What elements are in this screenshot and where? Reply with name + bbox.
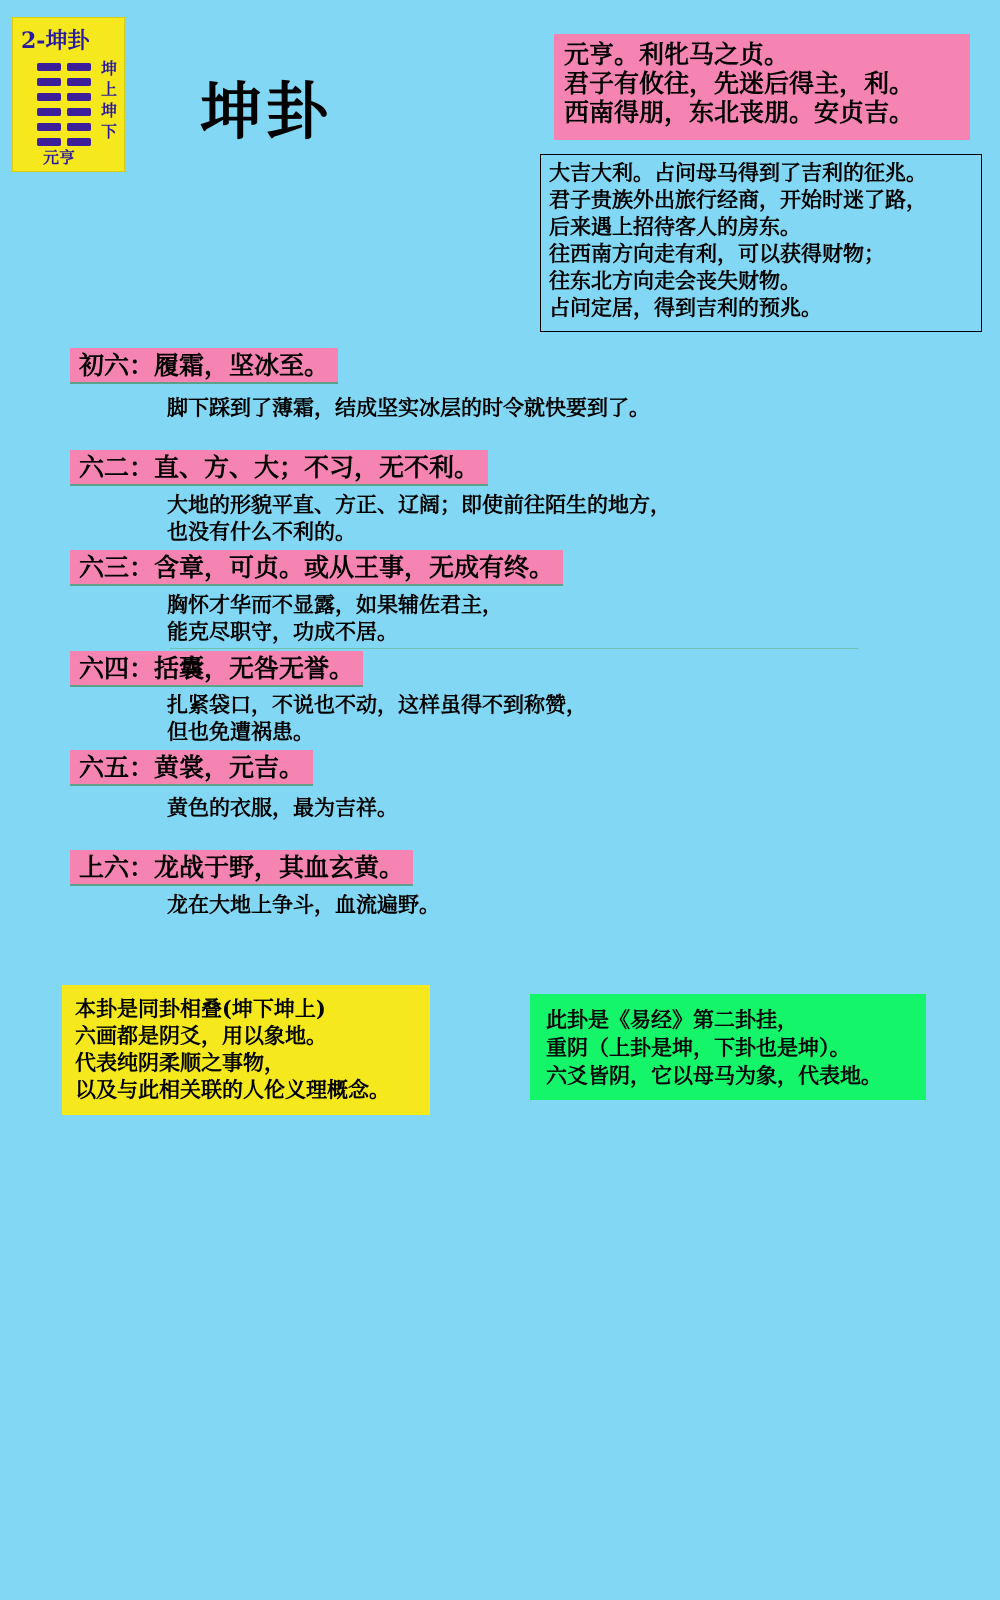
explanation-line: 占问定居，得到吉利的预兆。 (549, 295, 822, 320)
yao-text-line: 黄色的衣服，最为吉祥。 (167, 795, 398, 820)
yao-text-line: 龙在大地上争斗，血流遍野。 (167, 892, 440, 917)
yao-head-4: 六四：括囊，无咎无誉。 (70, 651, 363, 687)
yao-text-line: 能克尽职守，功成不居。 (167, 619, 398, 644)
yin-line-icon (37, 93, 91, 101)
yao-text-line: 但也免遭祸患。 (167, 719, 314, 744)
explanation-line: 往西南方向走有利，可以获得财物； (549, 241, 885, 266)
note-line: 以及与此相关联的人伦义理概念。 (75, 1077, 390, 1102)
yao-text-6 (167, 891, 440, 918)
yao-text-3 (167, 591, 503, 645)
yao-text-1 (167, 394, 650, 421)
explanation-line: 后来遇上招待客人的房东。 (549, 214, 801, 239)
yao-head-1: 初六：履霜，坚冰至。 (70, 348, 338, 384)
explanation-line: 大吉大利。占问母马得到了吉利的征兆。 (549, 160, 927, 185)
yao-text-2 (167, 491, 671, 545)
yao-text-line: 胸怀才华而不显露，如果辅佐君主， (167, 592, 503, 617)
yao-text-line: 也没有什么不利的。 (167, 519, 356, 544)
yao-head-5: 六五：黄裳，元吉。 (70, 750, 313, 786)
judgment-line: 君子有攸往，先迷后得主，利。 (564, 69, 915, 98)
judgment-line: 西南得朋，东北丧朋。安贞吉。 (564, 98, 915, 127)
badge-footer: 元亨 (43, 148, 76, 167)
note-line: 本卦是同卦相叠(坤下坤上) (75, 996, 326, 1021)
yao-text-4 (167, 691, 587, 745)
explanation-line: 君子贵族外出旅行经商，开始时迷了路， (549, 187, 927, 212)
judgment-line: 元亨。利牝马之贞。 (564, 40, 790, 69)
explanation-line: 往东北方向走会丧失财物。 (549, 268, 801, 293)
note-line: 此卦是《易经》第二卦挂， (546, 1007, 798, 1032)
yin-line-icon (37, 108, 91, 116)
trigram-char: 下 (100, 122, 117, 141)
yin-line-icon (37, 63, 91, 71)
trigram-char: 坤 (100, 59, 117, 78)
yao-text-line: 大地的形貌平直、方正、辽阔；即使前往陌生的地方， (167, 492, 671, 517)
note-line: 六画都是阴爻，用以象地。 (75, 1023, 327, 1048)
yao-text-line: 脚下踩到了薄霜，结成坚实冰层的时令就快要到了。 (167, 395, 650, 420)
yao-text-5 (167, 794, 398, 821)
page-title: 坤卦 (200, 75, 333, 148)
explanation-box (540, 154, 982, 332)
hexagram-badge (12, 17, 125, 172)
note-line: 代表纯阴柔顺之事物， (75, 1050, 285, 1075)
note-green (530, 994, 926, 1100)
divider (170, 648, 858, 649)
note-yellow (62, 985, 430, 1115)
yao-head-6: 上六：龙战于野，其血玄黄。 (70, 850, 413, 886)
yao-head-3: 六三：含章，可贞。或从王事，无成有终。 (70, 550, 563, 586)
badge-title: 2-坤卦 (21, 28, 90, 54)
trigram-label (98, 58, 120, 142)
yao-text-line: 扎紧袋口，不说也不动，这样虽得不到称赞， (167, 692, 587, 717)
trigram-char: 坤 (100, 101, 117, 120)
yin-line-icon (37, 78, 91, 86)
note-line: 重阴（上卦是坤，下卦也是坤）。 (546, 1035, 851, 1060)
trigram-char: 上 (100, 80, 117, 99)
yao-head-2: 六二：直、方、大；不习，无不利。 (70, 450, 488, 486)
yin-line-icon (37, 123, 91, 131)
note-line: 六爻皆阴，它以母马为象，代表地。 (546, 1063, 882, 1088)
judgment-box (554, 34, 970, 140)
